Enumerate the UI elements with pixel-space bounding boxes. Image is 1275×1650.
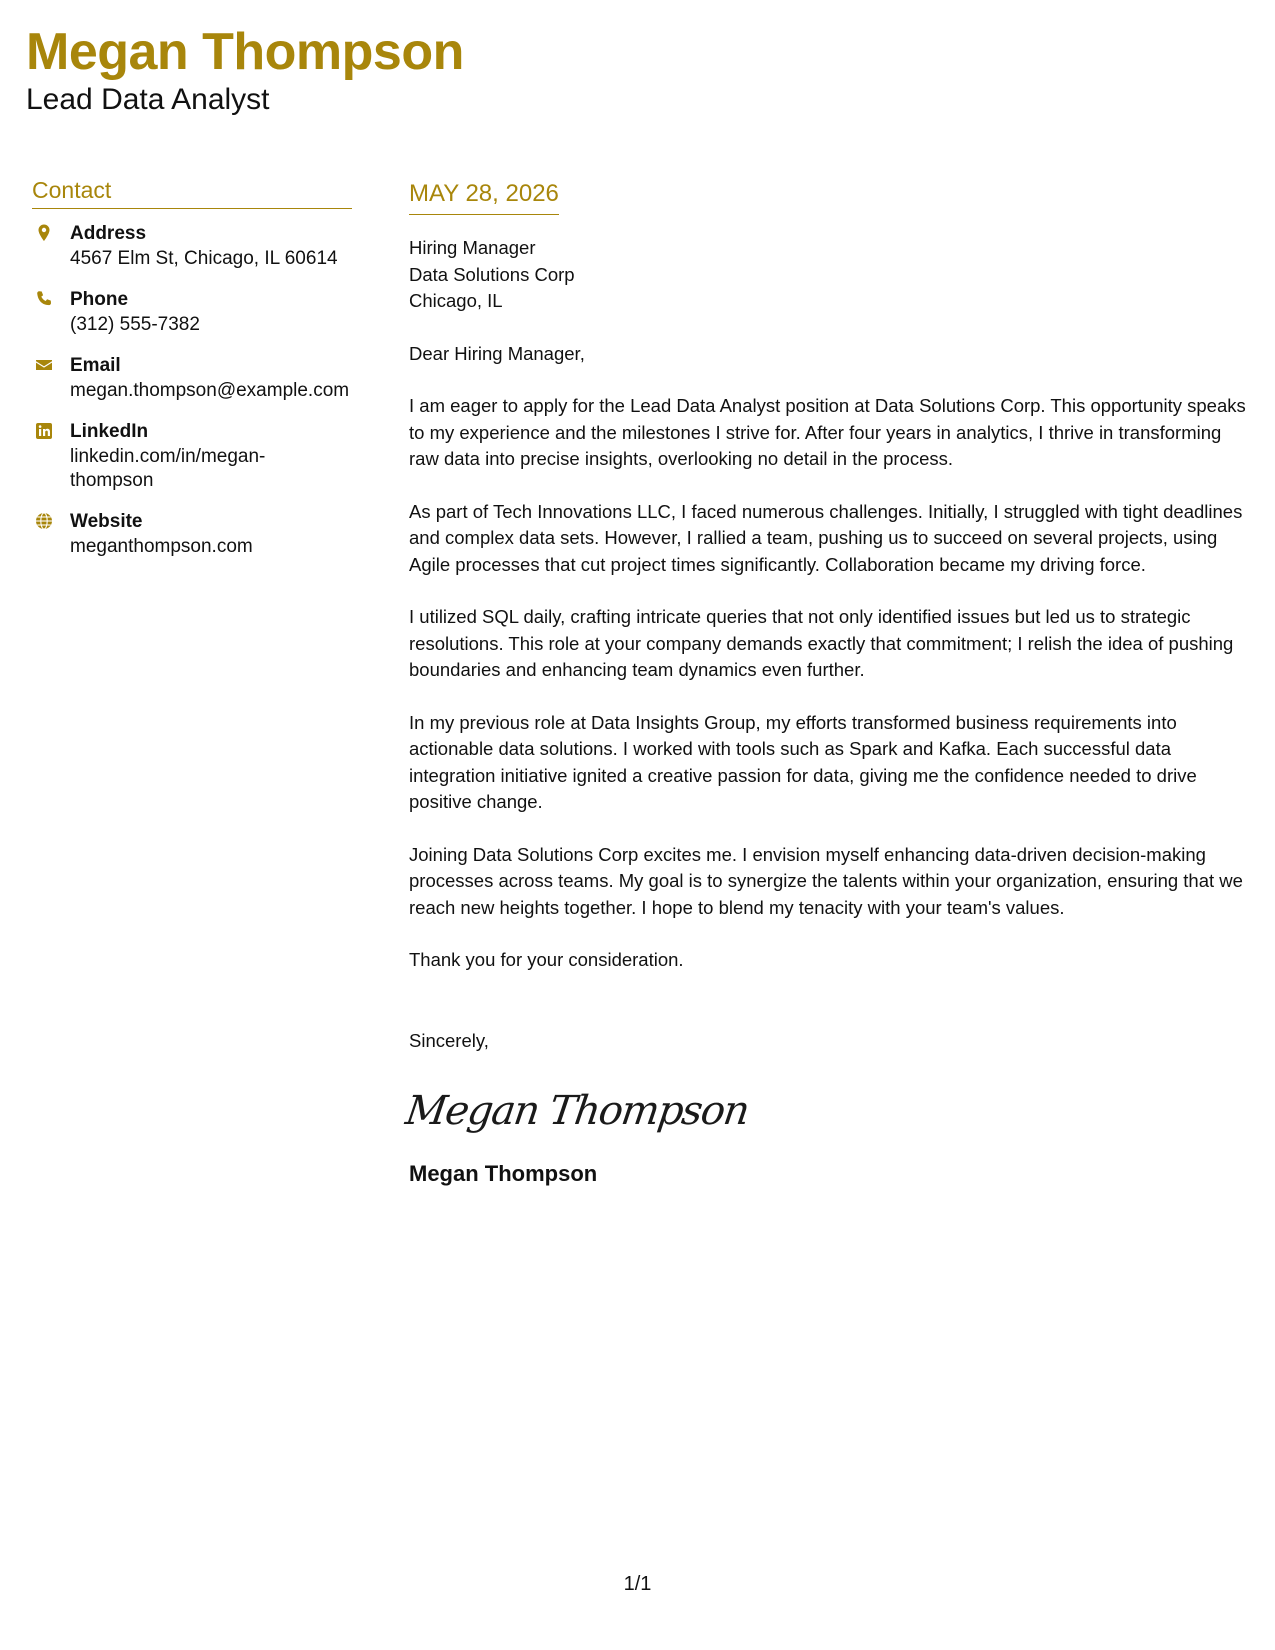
letter-paragraph: Thank you for your consideration.	[409, 949, 684, 970]
signer-name: Megan Thompson	[409, 1161, 598, 1186]
signature-image	[402, 1076, 1249, 1146]
contact-website	[32, 509, 352, 559]
contact-address	[32, 221, 352, 271]
contact-value[interactable]: meganthompson.com	[70, 536, 253, 557]
handwritten-signature	[402, 1076, 752, 1146]
envelope-icon	[34, 355, 54, 375]
contact-label: Website	[70, 511, 143, 532]
recipient-line: Hiring Manager	[409, 237, 536, 258]
letter-paragraph: Joining Data Solutions Corp excites me. I envision myself enhancing data-driven decision-making processes across teams. My goal is to synergize the talents within your organization, ensuring that we reach new heights together. I hope to blend my tenacity with your team's values.	[409, 843, 1243, 918]
letter-body	[402, 178, 1249, 1188]
contact-label: Email	[70, 355, 121, 376]
closing: Sincerely,	[409, 1029, 489, 1051]
recipient-line: Data Solutions Corp	[409, 263, 575, 285]
contact-value: (312) 555-7382	[70, 314, 200, 335]
contact-value[interactable]	[70, 445, 352, 493]
contact-label: Phone	[70, 289, 129, 310]
linkedin-url-line: thompson	[70, 470, 154, 491]
contact-value[interactable]: megan.thompson@example.com	[70, 380, 350, 401]
contact-value: 4567 Elm St, Chicago, IL 60614	[70, 248, 338, 269]
header-name: Megan Thompson	[26, 23, 464, 81]
contact-phone	[32, 287, 352, 337]
contact-label: LinkedIn	[70, 421, 149, 442]
header-title: Lead Data Analyst	[26, 83, 270, 116]
globe-icon	[34, 511, 54, 531]
linkedin-url-line: linkedin.com/in/megan-	[70, 446, 266, 467]
contact-linkedin	[32, 419, 352, 493]
recipient-line: Chicago, IL	[409, 290, 503, 311]
letter-paragraph: I utilized SQL daily, crafting intricate queries that not only identified issues but led us to strategic resolutions. This role at your company demands exactly that commitment; I relish the idea of pushing boundaries and enhancing team dynamics even further.	[409, 606, 1234, 680]
contact-sidebar	[32, 176, 352, 575]
page-number: 1/1	[623, 1573, 652, 1595]
letter-paragraph: As part of Tech Innovations LLC, I faced numerous challenges. Initially, I struggled with tight deadlines and complex data sets. However, I rallied a team, pushing us to succeed on several projects, using Agile processes that cut project times significantly. Collaboration became my driving force.	[409, 500, 1243, 575]
letter-paragraph: I am eager to apply for the Lead Data Analyst position at Data Solutions Corp. This opportunity speaks to my experience and the milestones I strive for. After four years in analytics, I thrive in transforming raw data into precise insights, overlooking no detail in the process.	[409, 395, 1246, 469]
contact-email	[32, 353, 352, 403]
linkedin-icon	[34, 421, 54, 441]
contact-label: Address	[70, 223, 147, 244]
letter-paragraph: In my previous role at Data Insights Group, my efforts transformed business requirements into actionable data solutions. I worked with tools such as Spark and Kafka. Each successful data integration initiative ignited a creative passion for data, giving me the confidence needed to drive positive change.	[409, 711, 1197, 812]
map-pin-icon	[34, 223, 54, 243]
signature-text: Megan Thompson	[402, 1088, 752, 1134]
letter-date: MAY 28, 2026	[409, 178, 559, 215]
recipient-block	[409, 235, 1249, 315]
contact-heading: Contact	[32, 176, 352, 209]
salutation: Dear Hiring Manager,	[409, 342, 585, 364]
phone-icon	[34, 289, 54, 309]
